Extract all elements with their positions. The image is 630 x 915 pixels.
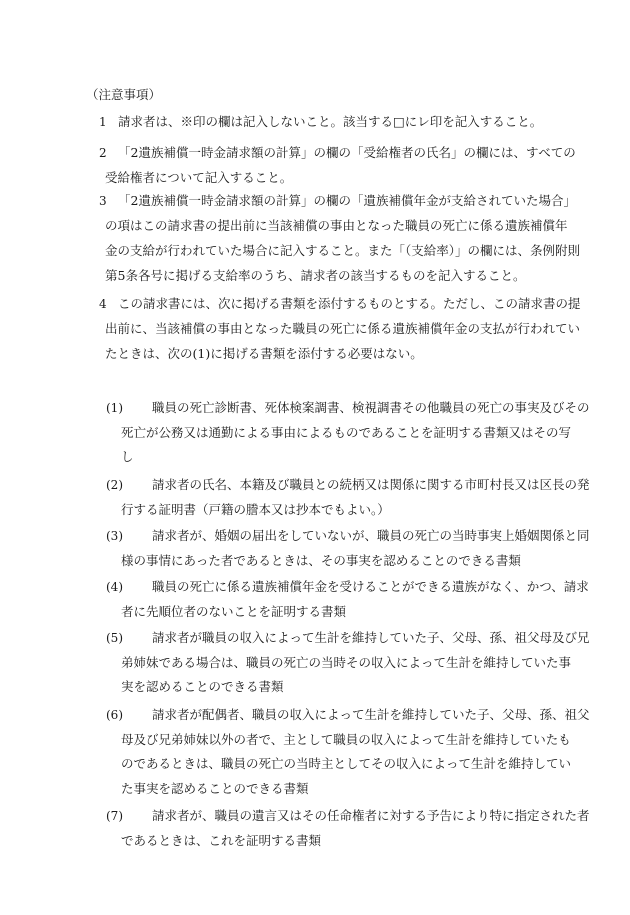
item-line: この請求書には、次に掲げる書類を添付するものとする。ただし、この請求書の提 [118,296,581,311]
item-line: の項はこの請求書の提出前に当該補償の事由となった職員の死亡に係る遺族補償年 [105,218,568,233]
item-line: 「2遺族補償一時金請求額の計算」の欄の「遺族補償年金が支給されていた場合」 [118,193,576,208]
subitem-number: (7) [106,809,123,823]
subitem-number: (6) [106,708,123,722]
subitem-line: し [121,449,134,464]
subitem-line: 職員の死亡に係る遺族補償年金を受けることができる遺族がなく、かつ、請求 [152,579,589,594]
item-line: 請求者は、※印の欄は記入しないこと。該当する□にレ印を記入すること。 [118,114,543,129]
item-number: 3 [99,194,107,208]
item-line: 出前に、当該補償の事由となった職員の死亡に係る遺族補償年金の支払が行われてい [105,321,581,336]
subitem-line: 職員の死亡診断書、死体検案調書、検視調書その他職員の死亡の事実及びその [152,400,590,415]
notes-heading: （注意事項） [86,87,162,102]
item-line: 「2遺族補償一時金請求額の計算」の欄の「受給権者の氏名」の欄には、すべての [118,145,576,160]
subitem-line: 死亡が公務又は通勤による事由によるものであることを証明する書類又はその写 [121,424,572,440]
subitem-number: (3) [106,529,123,543]
subitem-line: 弟姉妹である場合は、職員の死亡の当時その収入によって生計を維持していた事 [121,654,572,670]
subitem-line: 者に先順位者のないことを証明する書類 [121,603,347,619]
item-number: 2 [99,146,107,160]
item-line: 受給権者について記入すること。 [105,170,293,185]
item-line: 第5条各号に掲げる支給率のうち、請求者の該当するものを記入すること。 [105,268,526,283]
subitem-line: た事実を認めることのできる書類 [121,780,309,796]
subitem-number: (4) [106,580,123,594]
subitem-line: 様の事情にあった者であるときは、その事実を認めることのできる書類 [121,552,521,568]
item-line: 金の支給が行われていた場合に記入すること。また「（支給率）」の欄には、条例附則 [105,243,581,258]
item-number: 1 [99,115,107,129]
subitem-line: 請求者が職員の収入によって生計を維持していた子、父母、孫、祖父母及び兄 [152,630,590,645]
subitem-line: 請求者が、婚姻の届出をしていないが、職員の死亡の当時事実上婚姻関係と同 [152,528,590,543]
subitem-line: 請求者が、職員の遺言又はその任命権者に対する予告により特に指定された者 [152,808,590,823]
subitem-line: 実を認めることのできる書類 [121,679,284,694]
subitem-number: (2) [106,478,123,492]
subitem-number: (5) [106,631,123,645]
subitem-number: (1) [106,401,123,415]
subitem-line: のであるときは、職員の死亡の当時主としてその収入によって生計を維持してい [121,756,572,771]
subitem-line: 請求者が配偶者、職員の収入によって生計を維持していた子、父母、孫、祖父 [152,707,590,722]
subitem-line: 母及び兄弟姉妹以外の者で、主として職員の収入によって生計を維持していたも [121,731,571,747]
subitem-line: であるときは、これを証明する書類 [121,832,322,848]
item-number: 4 [99,297,107,311]
item-line: たときは、次の(1)に掲げる書類を添付する必要はない。 [105,346,423,361]
subitem-line: 請求者の氏名、本籍及び職員との続柄又は関係に関する市町村長又は区長の発 [152,477,590,492]
subitem-line: 行する証明書（戸籍の謄本又は抄本でもよい。） [121,501,390,517]
